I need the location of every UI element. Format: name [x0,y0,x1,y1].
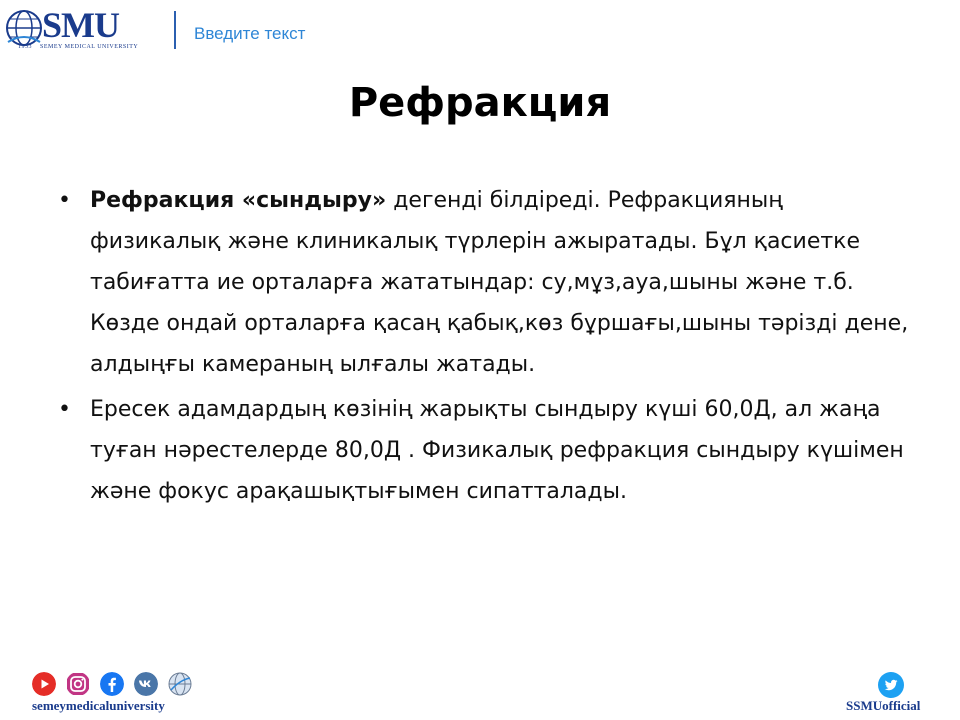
bullet-2-text: Ересек адамдардың көзінің жарықты сындыру күші 60,0Д, ал жаңа туған нәрестелерде 80,0Д . Физикалық рефракция сындыру күшімен және фокус арақашықтығымен сипатталады. [90,397,904,504]
footer-handle-left[interactable]: semeymedicaluniversity [32,698,165,713]
vk-icon[interactable] [134,672,158,696]
twitter-icon[interactable] [878,672,904,698]
bullet-1-bold-term: Рефракция «сындыру» [90,188,387,213]
header-divider [174,11,176,49]
footer-social-left [32,672,212,716]
bullet-1-text: дегенді білдіреді. Рефракцияның физикалық және клиникалық түрлерін ажыратады. Бұл қасиетке табиғатта ие орталарға жататындар: су,мұз,ауа,шыны және т.б. Көзде ондай орталарға қасаң қабық,көз бұршағы,шыны тәрізді дене, алдыңғы камераның ылғалы жатады. [90,188,909,377]
bullet-item-1 [58,180,918,385]
slide-title[interactable]: Рефракция [348,80,612,126]
slide-header [0,0,960,58]
bullet-dot-icon: • [58,188,71,213]
logo-university-name: SEMEY MEDICAL UNIVERSITY [40,44,139,50]
header-text-placeholder[interactable]: Введите текст [194,24,306,43]
facebook-icon[interactable] [100,672,124,696]
smu-logo [4,6,162,52]
youtube-icon[interactable] [32,672,56,696]
logo-year: 1953 [18,44,32,50]
bullet-dot-icon: • [58,397,71,422]
logo-wordmark: SMU [42,5,119,45]
footer-social-right [840,672,950,716]
slide-body[interactable] [58,180,918,512]
bullet-item-2 [58,389,918,512]
globe-emblem-icon [4,8,44,48]
web-icon[interactable] [168,672,192,696]
footer-handle-right[interactable]: SSMUofficial [846,698,921,713]
instagram-icon[interactable] [66,672,90,696]
